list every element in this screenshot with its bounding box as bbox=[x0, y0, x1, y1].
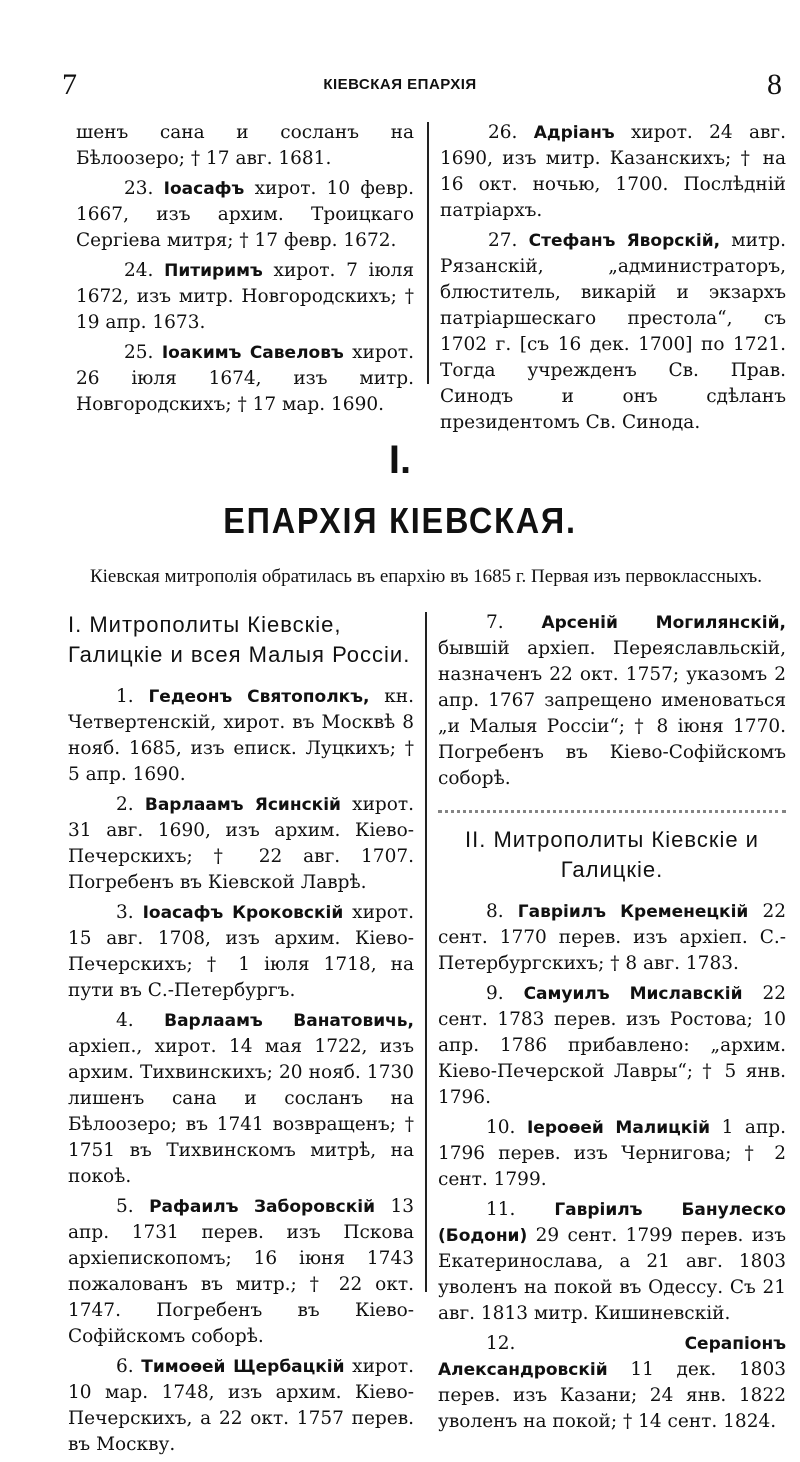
entry-number: 4. bbox=[116, 1010, 134, 1031]
entry-name: Питиримъ bbox=[164, 261, 263, 281]
entry-name: Іероѳей Малицкій bbox=[526, 1118, 711, 1138]
entry-text: шенъ сана и сосланъ на Бѣлоозеро; † 17 авг. 1681. bbox=[76, 122, 414, 169]
entry-name: Іоасафъ Кроковскій bbox=[142, 903, 344, 923]
column-divider-bottom bbox=[425, 612, 427, 1292]
entry bbox=[438, 899, 786, 977]
section-subtitle: Кіевская митрополія обратилась въ епархію въ 1685 г. Первая изъ первоклассныхъ. bbox=[89, 566, 763, 587]
entry-text: хирот. 15 авг. 1708, изъ архим. Кіево-Печерскихъ; † 1 іюля 1718, на пути въ С.-Петербургъ. bbox=[68, 902, 414, 1001]
section-heading-right: II. Митрополиты Кіевскіе и Галицкіе. bbox=[465, 827, 759, 882]
entry-name: Гавріилъ Кременецкій bbox=[517, 902, 749, 922]
entry-number: 9. bbox=[486, 983, 504, 1004]
section-heading-left: I. Митрополиты Кіевскіе, Галицкіе и всея Малыя Россіи. bbox=[68, 612, 411, 667]
entry bbox=[438, 1197, 786, 1327]
entry-name: Рафаилъ Заборовскій bbox=[149, 1197, 376, 1217]
entry-text: хирот. 26 іюля 1674, изъ митр. Новгородскихъ; † 17 мар. 1690. bbox=[76, 342, 414, 415]
entry-name: Арсеній Могилянскій, bbox=[541, 613, 786, 633]
entry-text: бывшій архіеп. Переяславльскій, назначенъ 22 окт. 1757; указомъ 2 апр. 1767 запрещено именоваться „и Малыя Россіи“; † 8 іюня 1770. Погребенъ въ Кіево-Софійскомъ соборѣ. bbox=[438, 638, 786, 789]
entry bbox=[68, 900, 414, 1004]
entry-text: 11 дек. 1803 перев. изъ Казани; 24 янв. 1822 уволенъ на покой; † 14 сент. 1824. bbox=[438, 1359, 786, 1432]
entry-name: Іоакимъ Савеловъ bbox=[161, 343, 344, 363]
entry bbox=[438, 981, 786, 1111]
entry-number: 25. bbox=[124, 342, 154, 363]
entry-number: 27. bbox=[488, 230, 518, 251]
page-number-left: 7 bbox=[62, 68, 77, 101]
entry-number: 23. bbox=[124, 178, 154, 199]
entry-name: Варлаамъ Ясинскій bbox=[144, 795, 341, 815]
entry-name: Самуилъ Миславскій bbox=[523, 984, 743, 1004]
entry-name: Стефанъ Яворскій, bbox=[528, 231, 721, 251]
entry-text: архіеп., хирот. 14 мая 1722, изъ архим. Тихвинскихъ; 20 нояб. 1730 лишенъ сана и сосланъ на Бѣлоозеро; въ 1741 возвращенъ; † 1751 въ Тихвинскомъ митрѣ, на покоѣ. bbox=[68, 1036, 414, 1187]
entry-text: хирот. 10 мар. 1748, изъ архим. Кіево-Печерскихъ, а 22 окт. 1757 перев. въ Москву. bbox=[68, 1356, 414, 1455]
entry-number: 6. bbox=[116, 1356, 134, 1377]
section-title: ЕПАРХІЯ КІЕВСКАЯ. bbox=[223, 500, 577, 541]
entry-number: 24. bbox=[124, 260, 154, 281]
entry-name: Гавріилъ Банулеско (Бодони) bbox=[438, 1200, 786, 1246]
entry bbox=[68, 684, 414, 788]
entry-text: 13 апр. 1731 перев. изъ Пскова архіепископомъ; 16 іюня 1743 пожалованъ въ митр.; † 22 окт. 1747. Погребенъ въ Кіево-Софійскомъ соборѣ. bbox=[68, 1196, 415, 1347]
entry-text: 29 сент. 1799 перев. изъ Екатеринослава, а 21 авг. 1803 уволенъ на покой въ Одессу. Съ 21 авг. 1813 митр. Кишиневскій. bbox=[438, 1225, 786, 1324]
entry bbox=[76, 176, 414, 254]
section-number: I. bbox=[388, 438, 412, 482]
entry bbox=[68, 1008, 414, 1190]
entry bbox=[68, 1194, 414, 1350]
entry-text: 1 апр. 1796 перев. изъ Чернигова; † 2 сент. 1799. bbox=[438, 1117, 786, 1190]
entry-text: митр. Рязанскій, „администраторъ, блюститель, викарій и экзархъ патріаршескаго престола“, съ 1702 г. [съ 16 дек. 1700] по 1721. Тогда учрежденъ Св. Прав. Синодъ и онъ сдѣланъ президентомъ Св. Синода. bbox=[440, 230, 786, 433]
page-header bbox=[0, 62, 800, 112]
entry-name: Іоасафъ bbox=[163, 179, 245, 199]
entry bbox=[76, 120, 414, 172]
entry-number: 11. bbox=[486, 1199, 516, 1220]
entry-name: Серапіонъ Александровскій bbox=[438, 1334, 786, 1380]
entry-text: хирот. 31 авг. 1690, изъ архим. Кіево-Печерскихъ; † 22 авг. 1707. Погребенъ въ Кіевской Лаврѣ. bbox=[68, 794, 414, 893]
entry-name: Адріанъ bbox=[533, 123, 615, 143]
entry-number: 8. bbox=[486, 901, 504, 922]
entry-name: Варлаамъ Ванатовичь, bbox=[164, 1011, 414, 1031]
entry bbox=[68, 792, 414, 896]
entry bbox=[68, 1354, 414, 1458]
entry-text: хирот. 7 іюля 1672, изъ митр. Новгородскихъ; † 19 апр. 1673. bbox=[76, 260, 415, 333]
entry-name: Гедеонъ Святополкъ, bbox=[148, 687, 370, 707]
entry bbox=[440, 228, 786, 436]
entry bbox=[76, 258, 414, 336]
entry-number: 12. bbox=[486, 1333, 516, 1354]
entry-text: кн. Четвертенскій, хирот. въ Москвѣ 8 нояб. 1685, изъ еписк. Луцкихъ; † 5 апр. 1690. bbox=[68, 686, 415, 785]
entry-text: хирот. 24 авг. 1690, изъ митр. Казанскихъ; † на 16 окт. ночью, 1700. Послѣдній патріархъ. bbox=[440, 122, 786, 221]
top-left-column bbox=[76, 120, 414, 422]
running-head: КІЕВСКАЯ ЕПАРХІЯ bbox=[323, 76, 477, 93]
entry-number: 7. bbox=[486, 612, 504, 633]
column-divider-top bbox=[427, 122, 429, 384]
entry bbox=[438, 1115, 786, 1193]
entry-number: 10. bbox=[486, 1117, 516, 1138]
entry bbox=[76, 340, 414, 418]
page-number-right: 8 bbox=[767, 68, 782, 101]
entry-number: 2. bbox=[116, 794, 134, 815]
entry-text: 22 сент. 1770 перев. изъ архіеп. С.-Петербургскихъ; † 8 авг. 1783. bbox=[438, 901, 786, 974]
entry-text: хирот. 10 февр. 1667, изъ архим. Троицкаго Сергіева митря; † 17 февр. 1672. bbox=[76, 178, 414, 251]
entry bbox=[438, 1331, 786, 1435]
top-right-column bbox=[440, 120, 786, 440]
entry-text: 22 сент. 1783 перев. изъ Ростова; 10 апр. 1786 прибавлено: „архим. Кіево-Печерской Лавры“; † 5 янв. 1796. bbox=[438, 983, 786, 1108]
entry-number: 1. bbox=[116, 686, 134, 707]
entry-number: 5. bbox=[116, 1196, 134, 1217]
entry-number: 26. bbox=[488, 122, 518, 143]
bottom-right-column bbox=[438, 610, 786, 1439]
bottom-left-column bbox=[68, 610, 414, 1462]
entry bbox=[438, 610, 786, 792]
entry-number: 3. bbox=[116, 902, 134, 923]
dotted-separator bbox=[438, 798, 786, 813]
entry-name: Тимоѳей Щербацкій bbox=[141, 1357, 345, 1377]
entry bbox=[440, 120, 786, 224]
